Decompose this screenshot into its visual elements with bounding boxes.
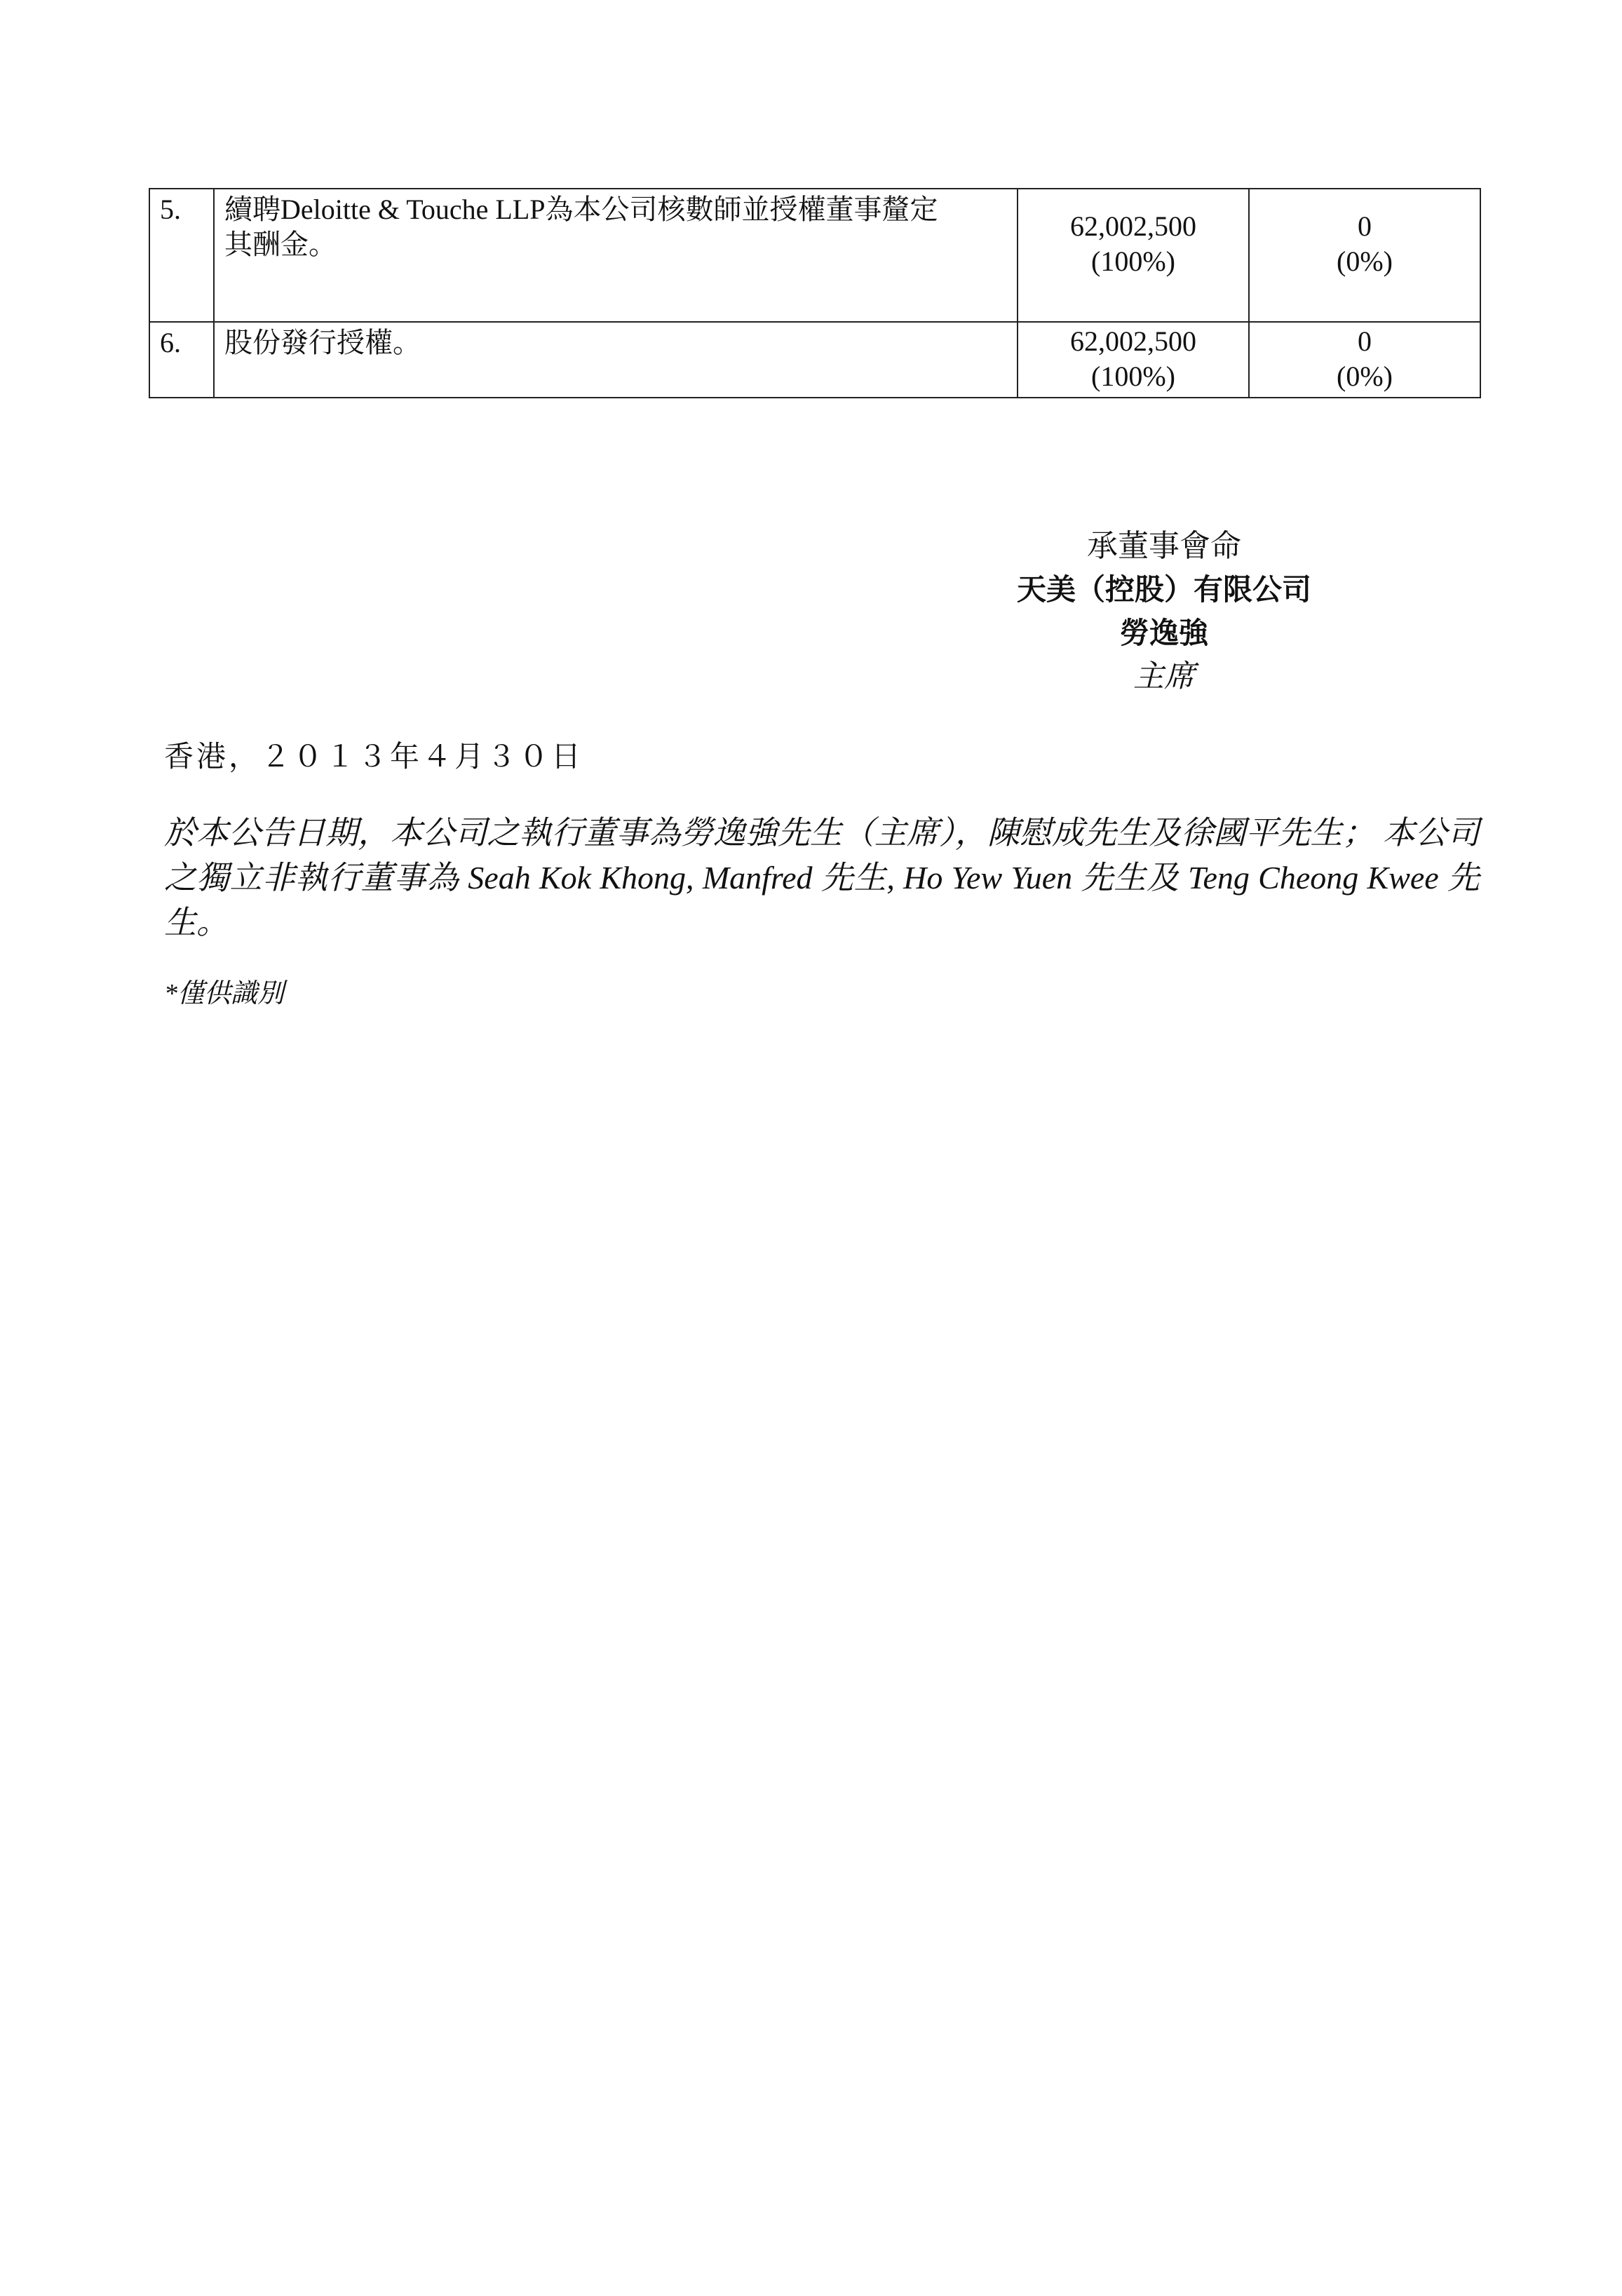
footnote: *僅供識別 bbox=[164, 979, 285, 1008]
resolution-number: 6. bbox=[149, 322, 214, 398]
date-line: 香港，２０１３年４月３０日 bbox=[164, 741, 584, 774]
resolution-text bbox=[214, 322, 1018, 398]
board-order-line: 承董事會命 bbox=[1087, 529, 1241, 563]
votes-for-percent: (100%) bbox=[1091, 360, 1175, 392]
votes-against-cell bbox=[1249, 322, 1480, 398]
votes-for-count: 62,002,500 bbox=[1070, 210, 1196, 242]
directors-paragraph: 於本公告日期，本公司之執行董事為勞逸強先生（主席），陳慰成先生及徐國平先生； 本公司之獨立非執行董事為 Seah Kok Khong, Manfred 先生, Ho Yew Yuen 先生及 Teng Cheong Kwee 先生。 bbox=[164, 815, 1480, 940]
table-row bbox=[149, 322, 1480, 398]
signature-block bbox=[912, 525, 1417, 698]
resolution-number: 5. bbox=[149, 189, 214, 322]
votes-against-cell bbox=[1249, 189, 1480, 322]
resolution-text-line: 續聘Deloitte & Touche LLP為本公司核數師並授權董事釐定 bbox=[224, 194, 938, 225]
resolution-text-line: 股份發行授權。 bbox=[224, 327, 421, 358]
chairman-title: 主席 bbox=[1133, 659, 1195, 694]
votes-against-percent: (0%) bbox=[1337, 245, 1393, 277]
votes-for-count: 62,002,500 bbox=[1070, 325, 1196, 357]
poll-results-table bbox=[149, 188, 1481, 398]
resolution-text-line: 其酬金。 bbox=[224, 229, 337, 260]
resolution-text bbox=[214, 189, 1018, 322]
votes-against-count: 0 bbox=[1358, 210, 1372, 242]
table-row bbox=[149, 189, 1480, 322]
votes-for-cell bbox=[1018, 322, 1249, 398]
company-name: 天美（控股）有限公司 bbox=[1016, 572, 1311, 607]
votes-against-count: 0 bbox=[1358, 325, 1372, 357]
votes-for-percent: (100%) bbox=[1091, 245, 1175, 277]
votes-against-percent: (0%) bbox=[1337, 360, 1393, 392]
chairman-name: 勞逸強 bbox=[1119, 616, 1208, 650]
votes-for-cell bbox=[1018, 189, 1249, 322]
